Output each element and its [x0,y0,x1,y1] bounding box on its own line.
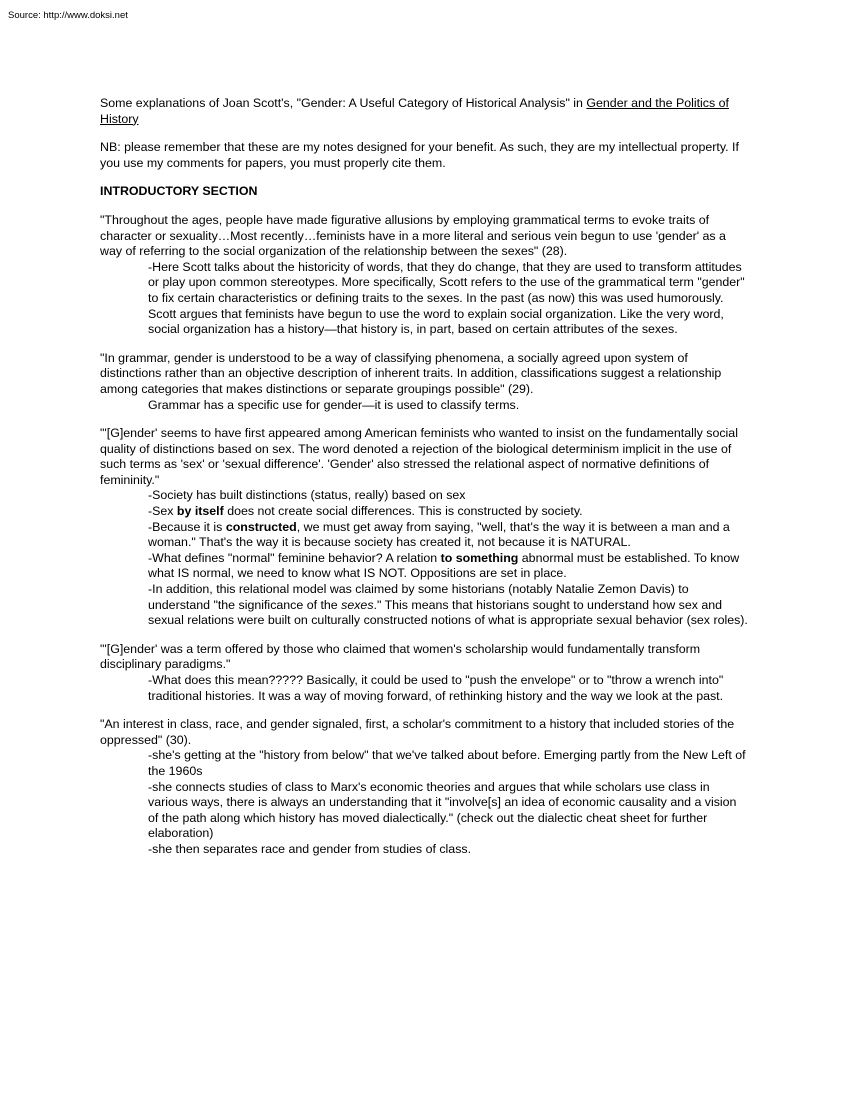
note-prefix: -Sex [148,504,177,519]
document-title [100,96,750,127]
note-text: -What does this mean????? Basically, it could be used to "push the envelope" or to "throw a wrench into" traditional histories. It was a way of moving forward, of rethinking history and the way we look at the past. [148,673,724,703]
note-normal-behavior [148,551,750,582]
note-italic: sexes [341,597,374,612]
quote-block-1 [100,213,750,338]
quote-block-3 [100,426,750,629]
quote-block-4 [100,642,750,704]
section-heading: INTRODUCTORY SECTION [100,184,258,199]
quote-text: "'[G]ender' was a term offered by those who claimed that women's scholarship would fundamentally transform disciplinary paradigms." [100,641,701,672]
note-relational-model [148,582,750,629]
note-suffix: does not create social differences. This is constructed by society. [223,504,583,519]
quote-text: "An interest in class, race, and gender signaled, first, a scholar's commitment to a history that included stories of the oppressed" (30). [100,717,735,747]
quote-block-5 [100,717,750,857]
note-constructed [148,520,750,551]
note-suffix: abnormal must be established. To know what IS normal, we need to know what IS NOT. Oppositions are set in place. [148,550,740,581]
document-page [100,96,750,871]
source-url: Source: http://www.doksi.net [8,10,128,21]
note-text: -she's getting at the "history from below" that we've talked about before. Emerging partly from the New Left of the 1960s [148,748,746,778]
title-prefix: Some explanations of Joan Scott's, "Gender: A Useful Category of Historical Analysis" in [100,96,587,110]
note-sex-by-itself [148,504,750,520]
note-text: Grammar has a specific use for gender—it is used to classify terms. [148,397,520,412]
note-suffix: , we must get away from saying, "well, that's the way it is between a man and a woman." That's the way it is because society has created it, not because it is NATURAL. [148,519,730,550]
quote-text: "'[G]ender' seems to have first appeared among American feminists who wanted to insist on the fundamentally social quality of distinctions based on sex. The word denoted a rejection of the biological determinism implicit in the use of such terms as 'sex' or 'sexual difference'. 'Gender' also stressed the relational aspect of normative definitions of femininity." [100,426,738,487]
quote-text: "In grammar, gender is understood to be a way of classifying phenomena, a socially agreed upon system of distinctions rather than an objective description of inherent traits. In addition, classifications suggest a relationship among categories that makes distinctions or separate groupings possible" (29). [100,350,722,396]
note-text: -she then separates race and gender from studies of class. [148,841,472,856]
note-text: -she connects studies of class to Marx's economic theories and argues that while scholars use class in various ways, there is always an understanding that it "involve[s] an idea of economic causality and a vision of the path along which history has moved dialectically." (check out the dialectic cheat sheet for further elaboration) [148,779,737,841]
note-prefix: -Because it is [148,519,226,534]
nb-note: NB: please remember that these are my notes designed for your benefit. As such, they are my intellectual property. If you use my comments for papers, you must properly cite them. [100,140,739,170]
quote-text: "Throughout the ages, people have made figurative allusions by employing grammatical terms to evoke traits of character or sexuality…Most recently…feminists have in a more literal and serious vein begun to use 'gender' as a way of referring to the social organization of the relationship between the sexes" (28). [100,212,726,259]
note-text: -Here Scott talks about the historicity of words, that they do change, that they are used to transform attitudes or play upon common stereotypes. More specifically, Scott refers to the use of the grammatical term "gender" to fix certain characteristics or defining traits to the sexes. In the past (as now) this was used humorously. Scott argues that feminists have begun to use the word to explain social organization. Like the very word, social organization has a history—that history is, in part, based on certain attributes of the sexes. [148,259,745,337]
note-text: -Society has built distinctions (status, really) based on sex [148,488,466,503]
note-suffix: ." This means that historians sought to understand how sex and sexual relations were built on culturally constructed notions of what is appropriate sexual behavior (sex roles). [148,597,748,628]
note-prefix: -In addition, this relational model was claimed by some historians (notably Natalie Zemon Davis) to understand "the significance of the [148,582,689,612]
quote-block-2 [100,351,750,413]
note-prefix: -What defines "normal" feminine behavior? A relation [148,550,441,565]
title-book-name: Gender and the Politics of History [100,96,729,126]
note-bold: constructed [225,519,297,534]
note-bold: to something [440,550,519,565]
note-bold: by itself [176,504,224,519]
